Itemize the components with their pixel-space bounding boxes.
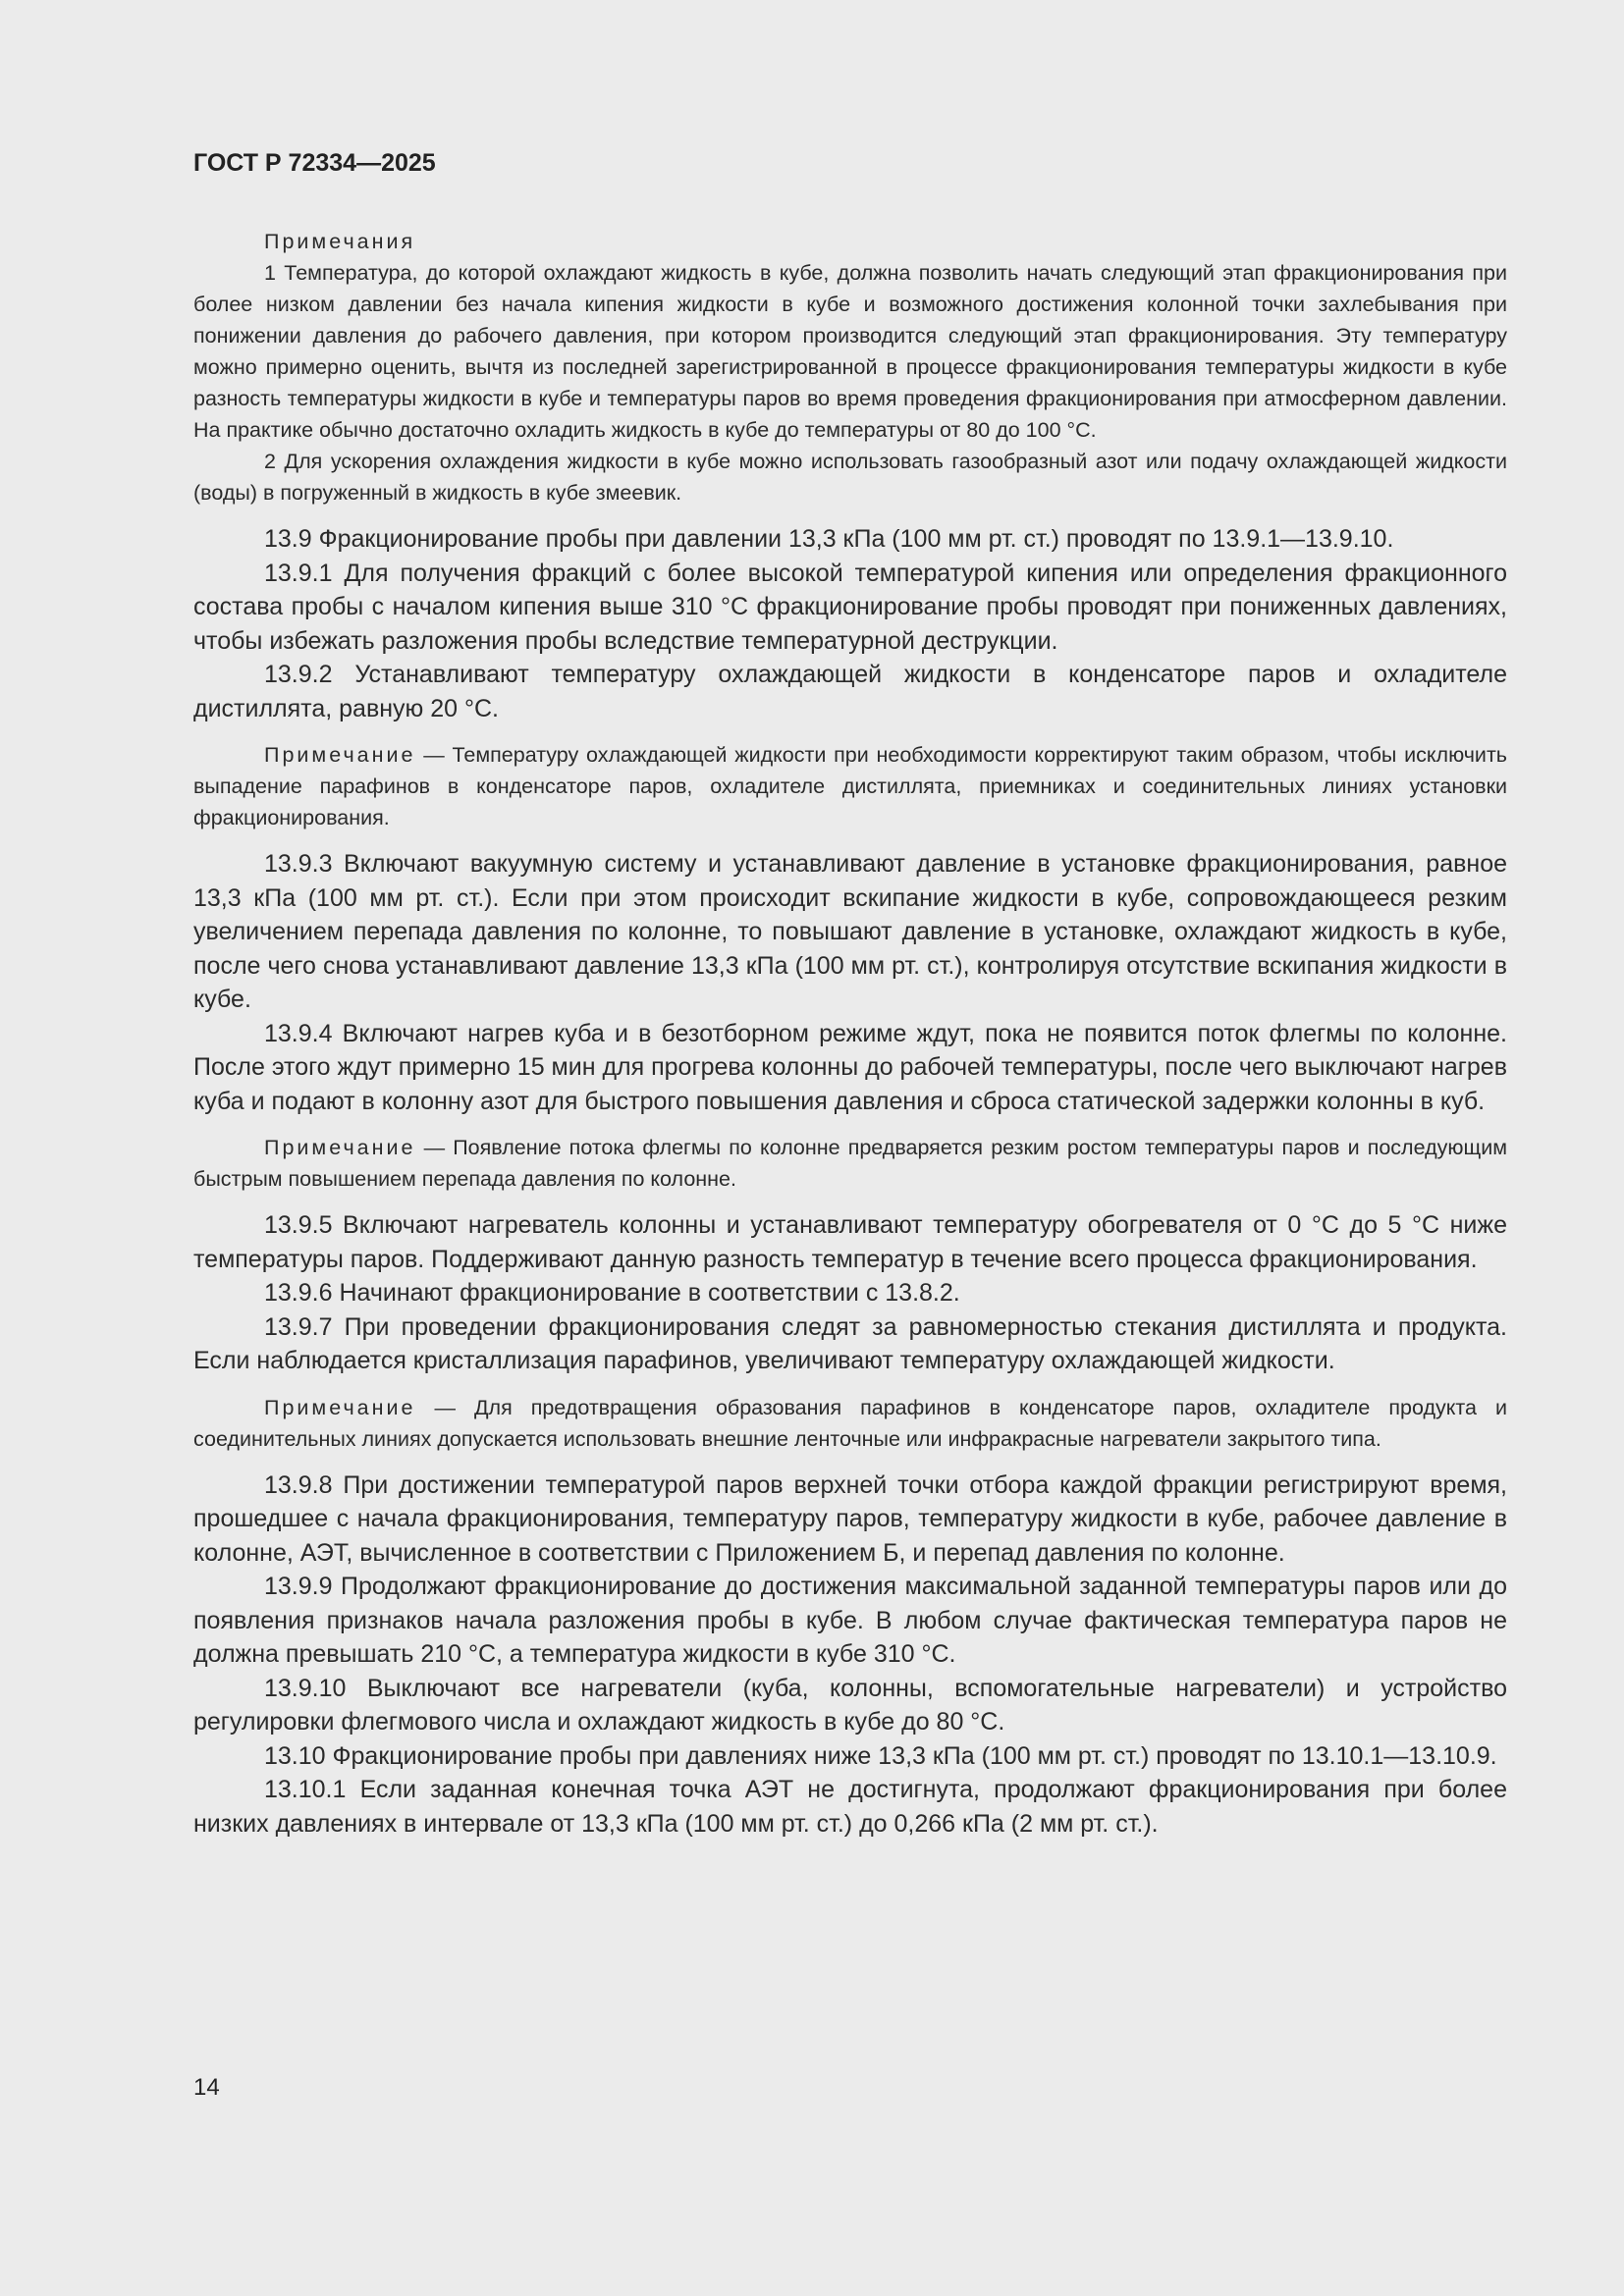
paragraph-13-9-7: 13.9.7 При проведении фракционирования следят за равномерностью стекания дистиллята и продукта. Если наблюдается кристаллизация парафинов, увеличивают температуру охлаждающей жидкости. — [193, 1312, 1507, 1374]
paragraph-13-9: 13.9 Фракционирование пробы при давлении 13,3 кПа (100 мм рт. ст.) проводят по 13.9.1—13.9.10. — [264, 525, 1394, 553]
note-paragraph-3 — [193, 1392, 1507, 1455]
note-paragraph-2 — [193, 1132, 1507, 1195]
note-item-2: 2 Для ускорения охлаждения жидкости в кубе можно использовать газообразный азот или подачу охлаждающей жидкости (воды) в погруженный в жидкость в кубе змеевик. — [193, 450, 1507, 505]
note-text: — Температуру охлаждающей жидкости при необходимости корректируют таким образом, чтобы исключить выпадение парафинов в конденсаторе паров, охладителе дистиллята, приемниках и соединительных линиях установки фракционирования. — [193, 743, 1507, 829]
note-text: — Появление потока флегмы по колонне предваряется резким ростом температуры паров и последующим быстрым повышением перепада давления по колонне. — [193, 1136, 1507, 1191]
notes-title: Примечания — [264, 230, 416, 253]
paragraph-13-9-3: 13.9.3 Включают вакуумную систему и устанавливают давление в установке фракционирования, равное 13,3 кПа (100 мм рт. ст.). Если при этом происходит вскипание жидкости в кубе, сопровождающееся резким увеличением перепада давления по колонне, то повышают давление в установке, охлаждают жидкость в кубе, после чего снова устанавливают давление 13,3 кПа (100 мм рт. ст.), контролируя отсутствие вскипания жидкости в кубе. — [193, 850, 1507, 1013]
page-content — [193, 226, 1507, 1841]
note-label: Примечание — [264, 1136, 416, 1159]
paragraph-13-9-4: 13.9.4 Включают нагрев куба и в безотборном режиме ждут, пока не появится поток флегмы по колонне. После этого ждут примерно 15 мин для прогрева колонны до рабочей температуры, после чего выключают нагрев куба и подают в колонну азот для быстрого повышения давления и сброса статической задержки колонны в куб. — [193, 1019, 1507, 1115]
document-code: ГОСТ Р 72334—2025 — [193, 149, 436, 177]
paragraph-13-9-10: 13.9.10 Выключают все нагреватели (куба, колонны, вспомогательные нагреватели) и устройство регулировки флегмового числа и охлаждают жидкость в кубе до 80 °С. — [193, 1674, 1507, 1735]
note-label: Примечание — [264, 1395, 416, 1419]
note-text: — Для предотвращения образования парафинов в конденсаторе паров, охладителе продукта и соединительных линиях допускается использовать внешние ленточные или инфракрасные нагреватели закрытого типа. — [193, 1395, 1507, 1451]
paragraph-13-9-5: 13.9.5 Включают нагреватель колонны и устанавливают температуру обогревателя от 0 °С до 5 °С ниже температуры паров. Поддерживают данную разность температур в течение всего процесса фракционирования. — [193, 1211, 1507, 1273]
paragraph-13-9-8: 13.9.8 При достижении температурой паров верхней точки отбора каждой фракции регистрируют время, прошедшее с начала фракционирования, температуру паров, температуру жидкости в кубе, рабочее давление в колонне, АЭТ, вычисленное в соответствии с Приложением Б, и перепад давления по колонне. — [193, 1470, 1507, 1567]
note-paragraph-1 — [193, 739, 1507, 833]
paragraph-13-9-9: 13.9.9 Продолжают фракционирование до достижения максимальной заданной температуры паров или до появления признаков начала разложения пробы в кубе. В любом случае фактическая температура паров не должна превышать 210 °С, а температура жидкости в кубе 310 °С. — [193, 1573, 1507, 1668]
paragraph-13-9-2: 13.9.2 Устанавливают температуру охлаждающей жидкости в конденсаторе паров и охладителе дистиллята, равную 20 °С. — [193, 661, 1507, 722]
paragraph-13-10: 13.10 Фракционирование пробы при давлениях ниже 13,3 кПа (100 мм рт. ст.) проводят по 13.10.1—13.10.9. — [264, 1741, 1497, 1770]
paragraph-13-9-1: 13.9.1 Для получения фракций с более высокой температурой кипения или определения фракционного состава пробы с началом кипения выше 310 °С фракционирование пробы проводят при пониженных давлениях, чтобы избежать разложения пробы вследствие температурной деструкции. — [193, 559, 1507, 655]
note-item-1: 1 Температура, до которой охлаждают жидкость в кубе, должна позволить начать следующий этап фракционирования при более низком давлении без начала кипения жидкости в кубе и возможного достижения колонной точки захлебывания при понижении давления до рабочего давления, при котором производится следующий этап фракционирования. Эту температуру можно примерно оценить, вычтя из последней зарегистрированной в процессе фракционирования температуры жидкости в кубе разность температуры жидкости в кубе и температуры паров во время проведения фракционирования при атмосферном давлении. На практике обычно достаточно охладить жидкость в кубе до температуры от 80 до 100 °С. — [193, 261, 1507, 442]
note-label: Примечание — [264, 743, 416, 767]
paragraph-13-9-6: 13.9.6 Начинают фракционирование в соответствии с 13.8.2. — [264, 1279, 960, 1307]
paragraph-13-10-1: 13.10.1 Если заданная конечная точка АЭТ не достигнута, продолжают фракционирования при более низких давлениях в интервале от 13,3 кПа (100 мм рт. ст.) до 0,266 кПа (2 мм рт. ст.). — [193, 1776, 1507, 1838]
page-number: 14 — [193, 2074, 220, 2101]
